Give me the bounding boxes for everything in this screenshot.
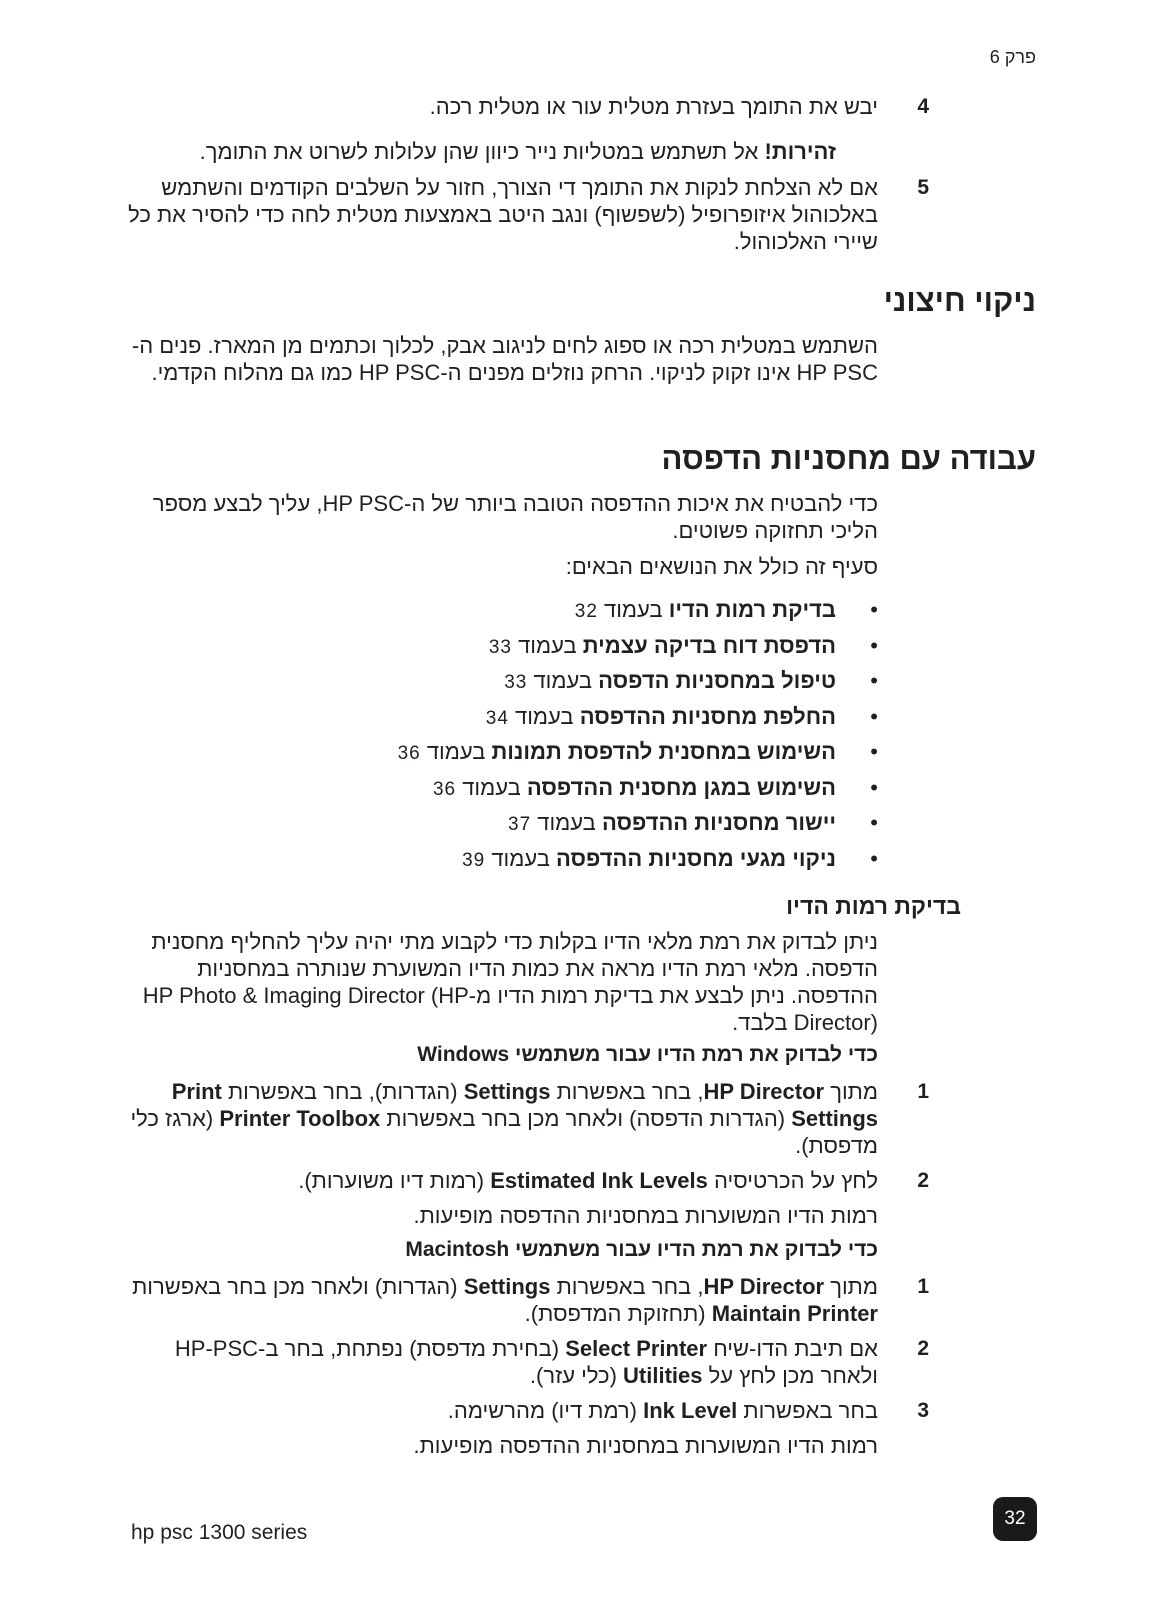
topic-link[interactable]: • השימוש במגן מחסנית ההדפסה בעמוד 36	[120, 774, 836, 810]
mac-heading: כדי לבדוק את רמת הדיו עבור משתמשי Macintosh	[405, 1238, 878, 1261]
step-number: 1	[917, 1275, 929, 1298]
chapter-header: פרק 6	[989, 47, 1036, 67]
product-series-footer: hp psc 1300 series	[131, 1521, 308, 1544]
cartridges-intro: כדי להבטיח את איכות ההדפסה הטובה ביותר של ה-HP PSC, עליך לבצע מספר הליכי תחזוקה פשוטים.	[152, 491, 878, 543]
topic-link[interactable]: • טיפול במחסניות הדפסה בעמוד 33	[120, 667, 836, 703]
step-5	[120, 174, 929, 255]
topic-link[interactable]: • ניקוי מגעי מחסניות ההדפסה בעמוד 39	[120, 845, 836, 881]
topic-link[interactable]: • השימוש במחסנית להדפסת תמונות בעמוד 36	[120, 738, 836, 774]
step-text: אם לא הצלחת לנקות את התומך די הצורך, חזור על השלבים הקודמים והשתמש באלכוהול איזופרופיל (לשפשוף) ונגב היטב באמצעות מטלית לחה כדי להסיר את כל שיירי האלכוהול.	[128, 175, 878, 254]
windows-step-2: 2 לחץ על הכרטיסיה Estimated Ink Levels (רמות דיו משוערות).	[298, 1168, 929, 1193]
warning-note	[120, 138, 836, 165]
topic-link[interactable]: • הדפסת דוח בדיקה עצמית בעמוד 33	[120, 632, 836, 668]
topic-link[interactable]: • יישור מחסניות ההדפסה בעמוד 37	[120, 809, 836, 845]
step-number: 2	[917, 1337, 929, 1360]
step-number: 4	[917, 95, 929, 118]
exterior-text: השתמש במטלית רכה או ספוג לחים לניגוב אבק, לכלוך וכתמים מן המארז. פנים ה-HP PSC אינו זקוק לניקוי. הרחק נוזלים מפנים ה-HP PSC כמו גם מהלוח הקדמי.	[131, 333, 878, 385]
step-number: 1	[917, 1080, 929, 1103]
warning-label: זהירות!	[764, 139, 836, 164]
step-number: 3	[917, 1399, 929, 1422]
step-4	[120, 93, 929, 120]
windows-step-1: 1 מתוך HP Director, בחר באפשרות Settings (הגדרות), בחר באפשרות Print Settings (הגדרות הדפסה) ולאחר מכן בחר באפשרות Printer Toolbox (ארגז כלי מדפסת).	[130, 1079, 929, 1158]
step-number: 2	[917, 1169, 929, 1192]
mac-result: רמות הדיו המשוערות במחסניות ההדפסה מופיעות.	[413, 1433, 878, 1458]
section-title-exterior: ניקוי חיצוני	[883, 283, 1036, 318]
topic-link[interactable]: • החלפת מחסניות ההדפסה בעמוד 34	[120, 703, 836, 739]
mac-step-2: 2 אם תיבת הדו-שיח Select Printer (בחירת מדפסת) נפתחת, בחר ב-HP-PSC ולאחר מכן לחץ על Utilities (כלי עזר).	[174, 1336, 929, 1388]
mac-step-1: 1 מתוך HP Director, בחר באפשרות Settings (הגדרות) ולאחר מכן בחר באפשרות Maintain Printer (תחזוקת המדפסת).	[132, 1274, 929, 1326]
page-number-badge: 32	[993, 1497, 1037, 1541]
section-title-cartridges: עבודה עם מחסניות הדפסה	[661, 441, 1036, 476]
topics-intro: סעיף זה כולל את הנושאים הבאים:	[565, 554, 878, 579]
step-text: יבש את התומך בעזרת מטלית עור או מטלית רכה.	[429, 94, 878, 119]
step-number: 5	[917, 176, 929, 199]
subsection-title-ink: בדיקת רמות הדיו	[786, 893, 961, 919]
ink-check-text: ניתן לבדוק את רמת מלאי הדיו בקלות כדי לקבוע מתי יהיה עליך להחליף מחסנית הדפסה. מלאי רמת הדיו מראה את כמות הדיו המשוערת שנותרה במחסניות ההדפסה. ניתן לבצע את בדיקת רמות הדיו מ-HP Photo & Imaging Director (HP Director) בלבד.	[142, 929, 878, 1035]
windows-result: רמות הדיו המשוערות במחסניות ההדפסה מופיעות.	[413, 1203, 878, 1228]
warning-text: אל תשתמש במטליות נייר כיוון שהן עלולות לשרוט את התומך.	[199, 139, 765, 164]
mac-step-3: 3 בחר באפשרות Ink Level (רמת דיו) מהרשימה.	[447, 1398, 929, 1423]
windows-heading: כדי לבדוק את רמת הדיו עבור משתמשי Windows	[417, 1043, 878, 1066]
topics-list	[120, 596, 836, 880]
topic-link[interactable]: • בדיקת רמות הדיו בעמוד 32	[120, 596, 836, 632]
